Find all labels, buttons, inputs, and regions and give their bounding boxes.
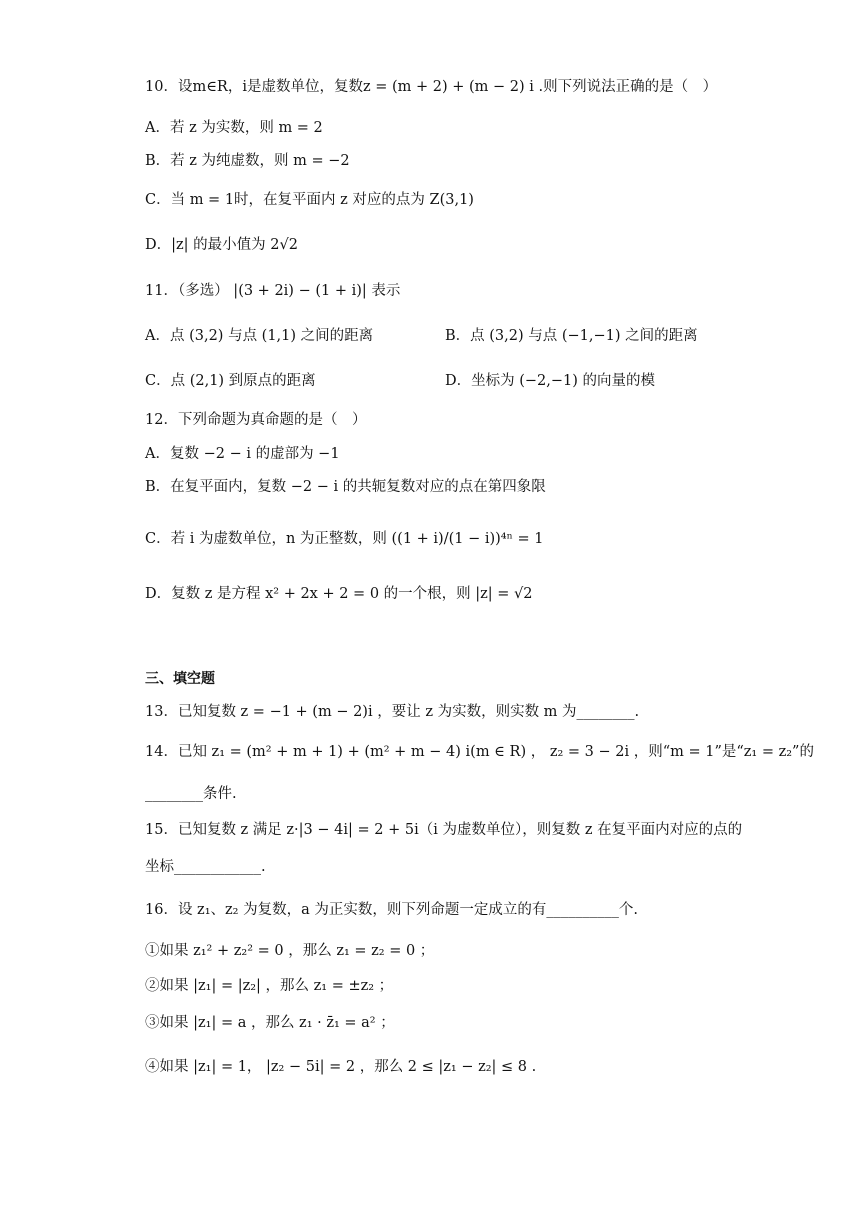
question-11-stem: 11．（多选） |(3 + 2i) − (1 + i)| 表示 [145, 283, 401, 299]
question-16-statement-3: ③如果 |z₁| = a ，那么 z₁ · z̄₁ = a² ； [145, 1015, 395, 1031]
question-16-stem: 16．设 z₁、z₂ 为复数，a 为正实数，则下列命题一定成立的有__________个. [145, 902, 638, 918]
question-16-statement-4: ④如果 |z₁| = 1， |z₂ − 5i| = 2 ，那么 2 ≤ |z₁ − z₂| ≤ 8 . [145, 1059, 537, 1075]
question-12-option-c: C．若 i 为虚数单位，n 为正整数，则 ((1 + i)/(1 − i))⁴ⁿ = 1 [145, 531, 544, 547]
question-13-stem: 13．已知复数 z = −1 + (m − 2)i ，要让 z 为实数，则实数 m 为________. [145, 704, 640, 720]
question-10-option-a: A．若 z 为实数，则 m = 2 [145, 120, 323, 136]
section-title: 三、填空题 [145, 671, 215, 687]
question-15-line-2: 坐标____________. [145, 859, 266, 875]
question-14-line-1: 14．已知 z₁ = (m² + m + 1) + (m² + m − 4) i(m ∈ R) ， z₂ = 3 − 2i ，则“m = 1”是“z₁ = z₂”的 [145, 744, 814, 760]
question-10-option-d: D．|z| 的最小值为 2√2 [145, 237, 298, 253]
question-16-statement-2: ②如果 |z₁| = |z₂| ，那么 z₁ = ±z₂ ； [145, 978, 394, 994]
question-10-option-c: C．当 m = 1时，在复平面内 z 对应的点为 Z(3,1) [145, 192, 474, 208]
question-11-option-b: B．点 (3,2) 与点 (−1,−1) 之间的距离 [445, 328, 698, 344]
question-15-line-1: 15．已知复数 z 满足 z·|3 − 4i| = 2 + 5i（i 为虚数单位），则复数 z 在复平面内对应的点的 [145, 822, 743, 838]
question-10-stem: 10．设m∈R，i是虚数单位，复数z = (m + 2) + (m − 2) i .则下列说法正确的是（ ） [145, 79, 718, 95]
question-14-line-2: ________条件. [145, 786, 237, 802]
question-12-stem: 12．下列命题为真命题的是（ ） [145, 412, 367, 428]
question-11-option-d: D．坐标为 (−2,−1) 的向量的模 [445, 373, 656, 389]
question-11-option-a: A．点 (3,2) 与点 (1,1) 之间的距离 [145, 328, 374, 344]
question-12-option-b: B．在复平面内，复数 −2 − i 的共轭复数对应的点在第四象限 [145, 479, 546, 495]
question-11-option-c: C．点 (2,1) 到原点的距离 [145, 373, 316, 389]
question-10-option-b: B．若 z 为纯虚数，则 m = −2 [145, 153, 350, 169]
question-12-option-d: D．复数 z 是方程 x² + 2x + 2 = 0 的一个根，则 |z| = √2 [145, 586, 533, 602]
question-16-statement-1: ①如果 z₁² + z₂² = 0 ，那么 z₁ = z₂ = 0 ； [145, 943, 435, 959]
question-12-option-a: A．复数 −2 − i 的虚部为 −1 [145, 446, 340, 462]
